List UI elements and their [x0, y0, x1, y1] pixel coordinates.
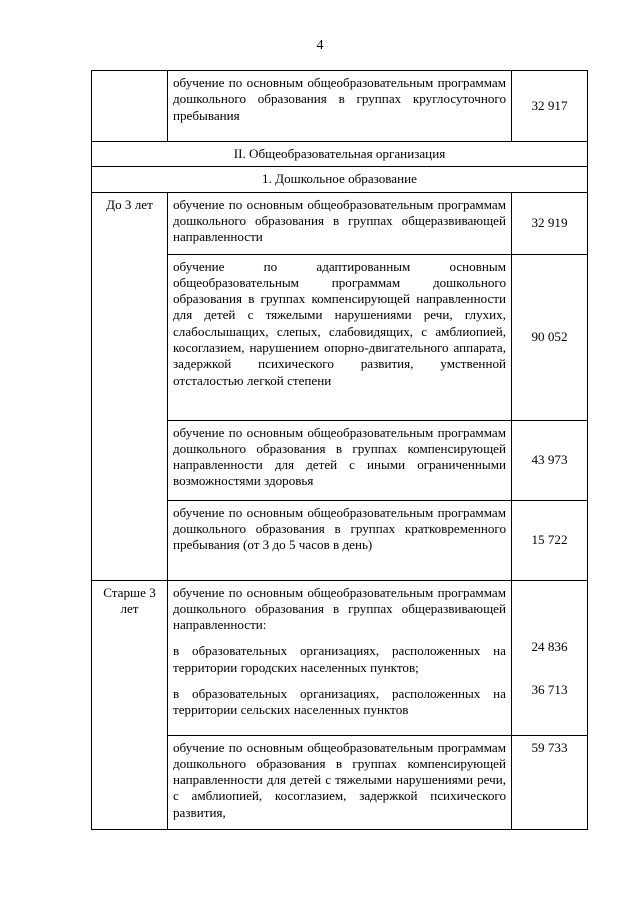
age-cell-over-3: Старше 3 лет [92, 580, 168, 829]
table-row [92, 192, 588, 254]
amount-value: 36 713 [531, 681, 568, 697]
description-cell: обучение по основным общеобразовательным программам дошкольного образования в группах общеразвивающей направленности [168, 192, 512, 254]
tariff-table [91, 70, 588, 830]
amount-cell: 32 917 [512, 71, 588, 142]
amount-cell: 59 733 [512, 735, 588, 829]
description-cell: обучение по основным общеобразовательным программам дошкольного образования в группах круглосуточного пребывания [168, 71, 512, 142]
description-cell: обучение по основным общеобразовательным программам дошкольного образования в группах компенсирующей направленности для детей с тяжелыми нарушениями речи, с амблиопией, косоглазием, задержкой психического развития, [168, 735, 512, 829]
description-cell: обучение по основным общеобразовательным программам дошкольного образования в группах кратковременного пребывания (от 3 до 5 часов в день) [168, 500, 512, 580]
description-subitem: в образовательных организациях, расположенных на территории городских населенных пунктов; [173, 643, 506, 675]
page-number: 4 [316, 38, 324, 53]
section-row [92, 167, 588, 192]
table-row [92, 580, 588, 735]
age-cell [92, 71, 168, 142]
table-row [92, 71, 588, 142]
section-heading-preschool: 1. Дошкольное образование [92, 167, 588, 192]
description-cell [168, 580, 512, 735]
amount-cell: 90 052 [512, 254, 588, 420]
amount-value: 24 836 [531, 638, 568, 654]
description-subitem: в образовательных организациях, расположенных на территории сельских населенных пунктов [173, 686, 506, 718]
amount-cell: 43 973 [512, 420, 588, 500]
amount-cell [512, 580, 588, 735]
amount-cell: 15 722 [512, 500, 588, 580]
amount-cell: 32 919 [512, 192, 588, 254]
description-cell: обучение по основным общеобразовательным программам дошкольного образования в группах компенсирующей направленности для детей с иными ограниченными возможностями здоровья [168, 420, 512, 500]
age-cell-under-3: До 3 лет [92, 192, 168, 580]
description-text: обучение по основным общеобразовательным программам дошкольного образования в группах общеразвивающей направленности: [173, 584, 506, 633]
section-heading-organization: II. Общеобразовательная организация [92, 142, 588, 167]
description-cell: обучение по адаптированным основным общеобразовательным программам дошкольного образования в группах компенсирующей направленности для детей с тяжелыми нарушениями речи, глухих, слабослышащих, слепых, слабовидящих, с амблиопией, косоглазием, нарушением опорно-двигательного аппарата, задержкой психического развития, умственной отсталостью легкой степени [168, 254, 512, 420]
section-row [92, 142, 588, 167]
